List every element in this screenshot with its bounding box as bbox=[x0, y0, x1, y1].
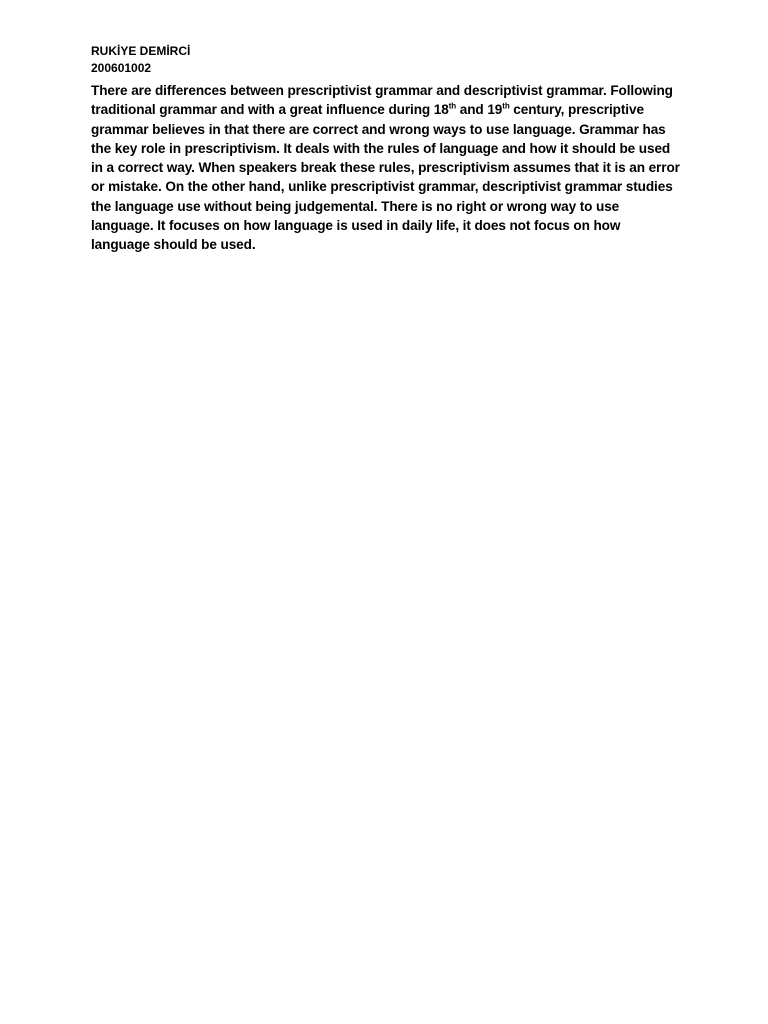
paragraph-text-part2: and 19 bbox=[456, 102, 503, 118]
superscript-th-2: th bbox=[502, 101, 510, 111]
student-id: 200601002 bbox=[91, 61, 152, 75]
paragraph-text-part1: There are differences between prescriptivist grammar and descriptivist grammar. Following traditional grammar and with a great influence during 18 bbox=[91, 83, 673, 118]
document-content bbox=[91, 43, 681, 255]
paragraph-text-part3: century, prescriptive grammar believes in that there are correct and wrong ways to use language. Grammar has the key role in prescriptivism. It deals with the rules of language and how it should be used in a correct way. When speakers break these rules, prescriptivism assumes that it is an error or mistake. On the other hand, unlike prescriptivist grammar, descriptivist grammar studies the language use without being judgemental. There is no right or wrong way to use language. It focuses on how language is used in daily life, it does not focus on how language should be used. bbox=[91, 102, 680, 253]
essay-paragraph bbox=[91, 81, 681, 255]
author-name: RUKİYE DEMİRCİ bbox=[91, 44, 191, 58]
superscript-th-1: th bbox=[448, 101, 457, 111]
